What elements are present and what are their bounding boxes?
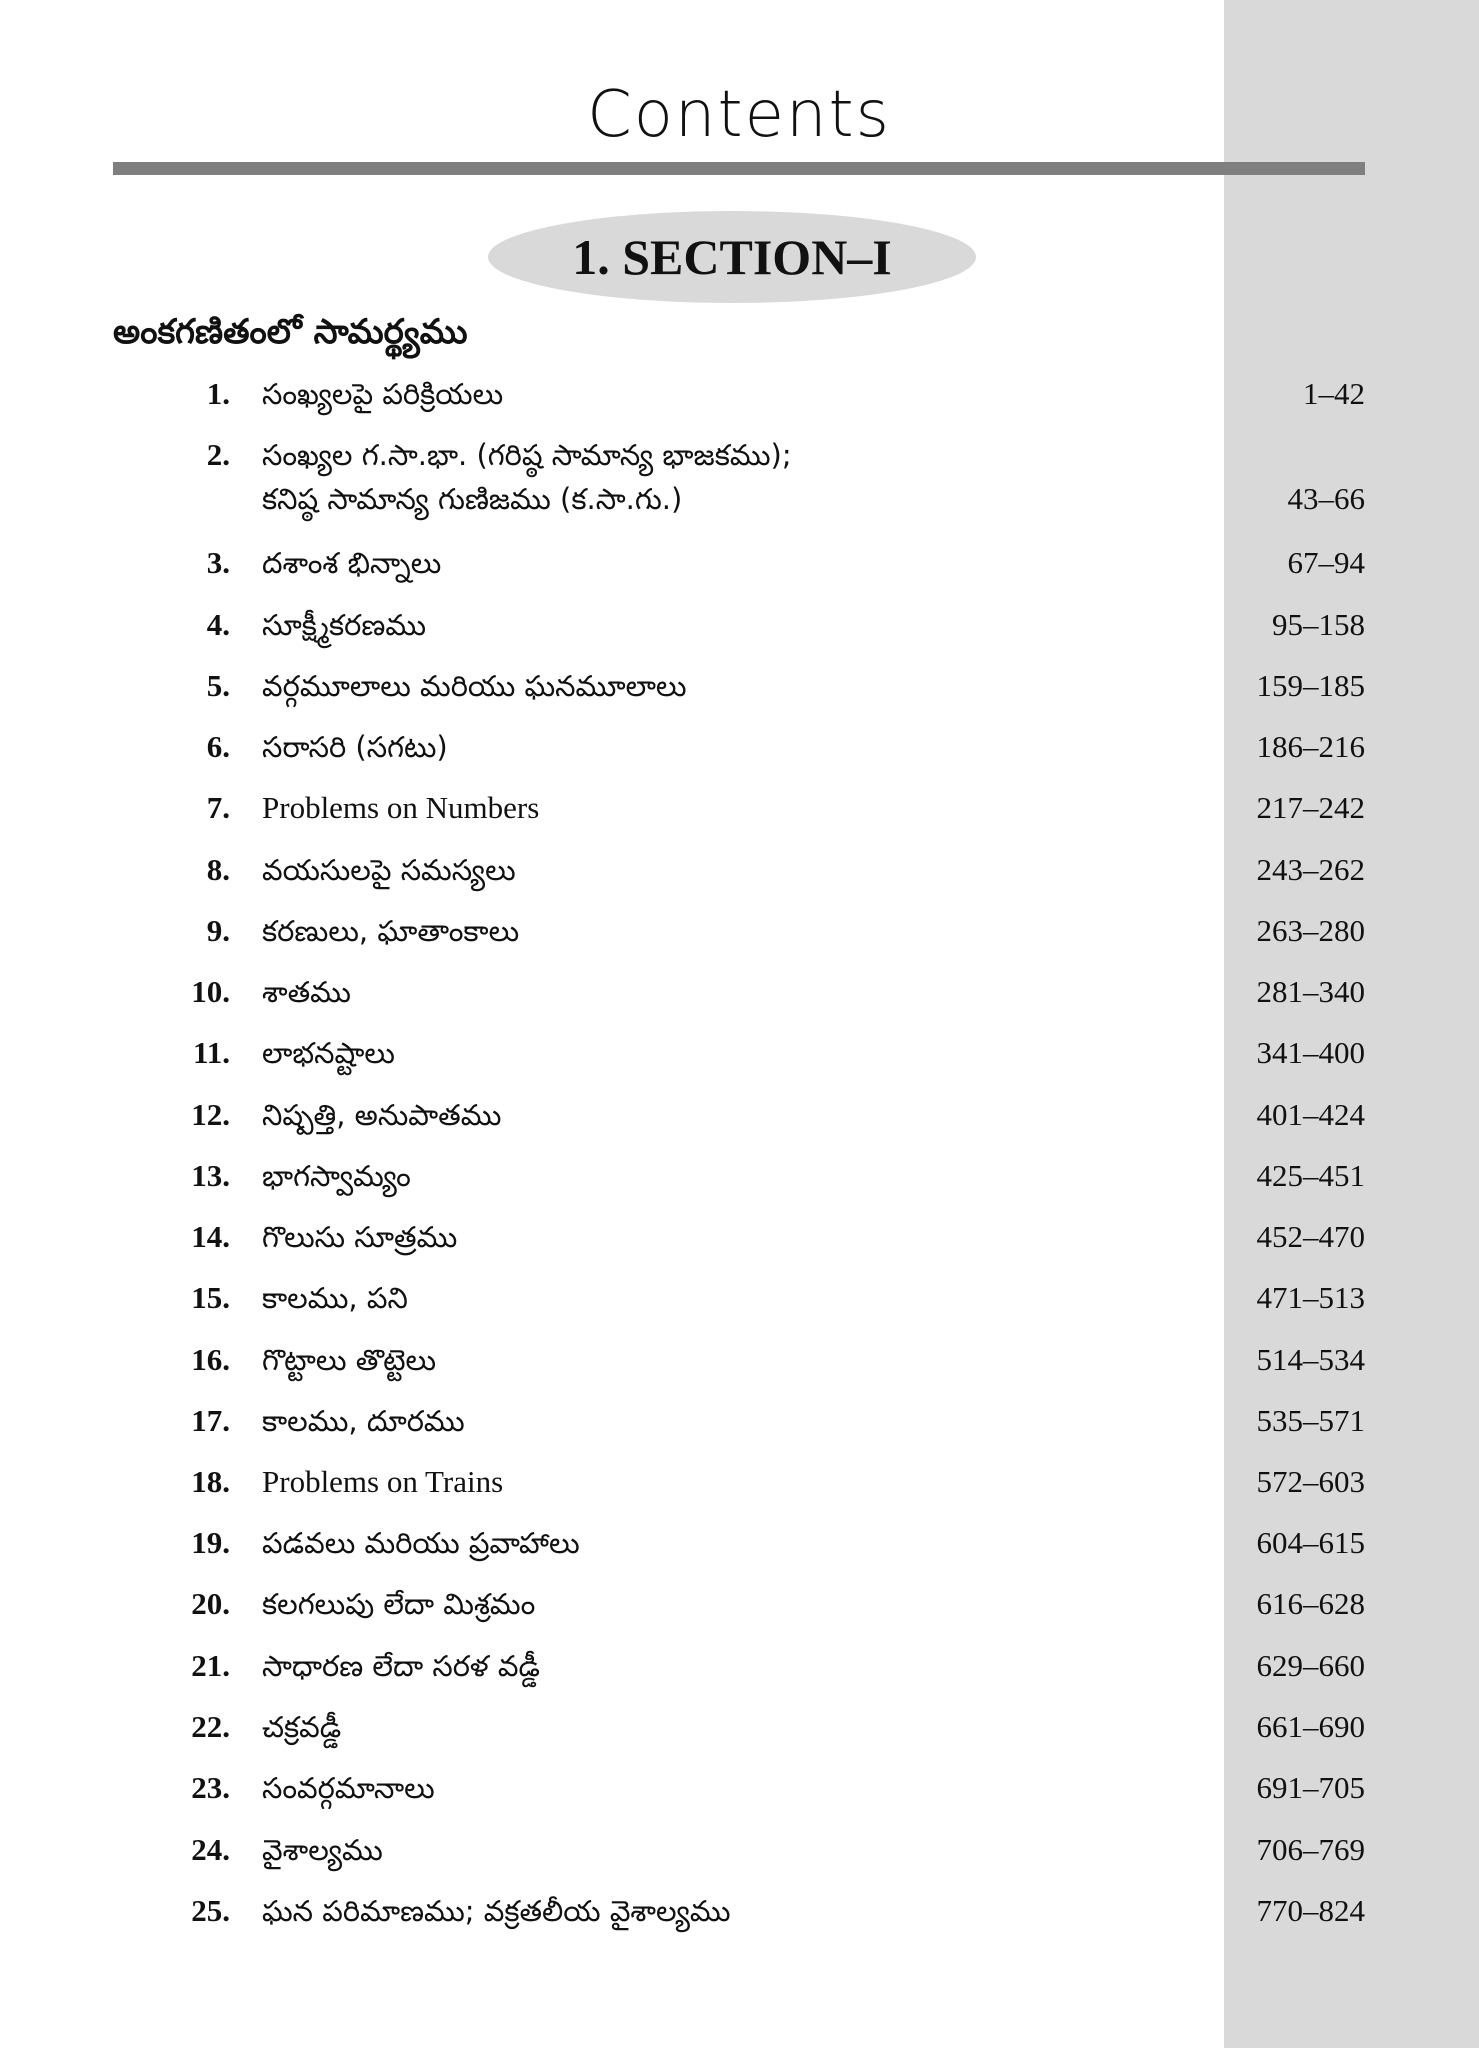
toc-entry-title-line: సంఖ్యల గ.సా.భా. (గరిష్ఠ సామాన్య భాజకము); [262, 438, 792, 472]
toc-entry-pages: 159–185 [1256, 668, 1365, 703]
toc-entry-title [262, 372, 1212, 416]
toc-entry-pages: 604–615 [1256, 1525, 1365, 1560]
toc-entry-pages: 1–42 [1303, 376, 1365, 411]
toc-entry-title [262, 541, 1212, 585]
toc-entry-number: 19. [191, 1525, 230, 1560]
toc-entry-title-line: వయసులపై సమస్యలు [262, 853, 516, 887]
toc-entry-title-line: సరాసరి (సగటు) [262, 730, 448, 764]
title-rule [113, 162, 1365, 175]
toc-entry-title-line: కరణులు, ఘాతాంకాలు [262, 914, 520, 948]
toc-entry-number: 15. [191, 1280, 230, 1315]
toc-entry-number: 22. [191, 1709, 230, 1744]
toc-entry-title-line: సంవర్గమానాలు [262, 1771, 435, 1805]
toc-entry-number: 2. [206, 437, 230, 472]
toc-entry-pages: 535–571 [1256, 1403, 1365, 1438]
toc-entry-pages: 629–660 [1256, 1648, 1365, 1683]
toc-entry-number: 5. [206, 668, 230, 703]
toc-entry-pages: 186–216 [1256, 729, 1365, 764]
toc-entry-title [262, 603, 1212, 647]
toc-entry-title [262, 1460, 1212, 1504]
toc-entry-number: 23. [191, 1770, 230, 1805]
toc-entry-pages: 572–603 [1256, 1464, 1365, 1499]
toc-entry-number: 3. [206, 545, 230, 580]
toc-entry-pages: 691–705 [1256, 1770, 1365, 1805]
toc-entry-title-line: కాలము, పని [262, 1281, 408, 1315]
toc-entry-pages: 43–66 [1287, 481, 1365, 516]
toc-entry-title [262, 725, 1212, 769]
toc-entry-title-line: నిష్పత్తి, అనుపాతము [262, 1098, 502, 1132]
toc-entry-number: 25. [191, 1893, 230, 1928]
toc-entry-title-line: గొలుసు సూత్రము [262, 1220, 458, 1254]
toc-entry-title [262, 970, 1212, 1014]
toc-entry-title [262, 1338, 1212, 1382]
toc-entry-pages: 341–400 [1256, 1035, 1365, 1070]
toc-entry-pages: 661–690 [1256, 1709, 1365, 1744]
toc-entry-number: 20. [191, 1586, 230, 1621]
toc-entry-number: 21. [191, 1648, 230, 1683]
toc-entry-pages: 67–94 [1287, 545, 1365, 580]
toc-entry-title-line: శాతము [262, 975, 351, 1009]
toc-entry-pages: 401–424 [1256, 1097, 1365, 1132]
toc-entry-number: 9. [206, 913, 230, 948]
page-title: Contents [587, 78, 891, 152]
toc-entry-number: 7. [206, 790, 230, 825]
toc-entry-title-line: సంఖ్యలపై పరిక్రియలు [262, 377, 504, 411]
toc-entry-title-line: కాలము, దూరము [262, 1404, 465, 1438]
toc-entry-title [262, 1766, 1212, 1810]
toc-entry-title [262, 433, 1212, 521]
toc-entry-title-line: భాగస్వామ్యం [262, 1159, 411, 1193]
toc-entry-title [262, 1276, 1212, 1320]
toc-entry-number: 8. [206, 852, 230, 887]
toc-entry-number: 4. [206, 607, 230, 642]
toc-entry-title [262, 1093, 1212, 1137]
group-heading: అంకగణితంలో సామర్థ్యము [113, 312, 468, 352]
toc-entry-pages: 217–242 [1256, 790, 1365, 825]
toc-entry-title [262, 1399, 1212, 1443]
toc-entry-pages: 616–628 [1256, 1586, 1365, 1621]
toc-entry-title-line: సాధారణ లేదా సరళ వడ్డీ [262, 1649, 540, 1683]
toc-entry-pages: 243–262 [1256, 852, 1365, 887]
toc-entry-number: 24. [191, 1832, 230, 1867]
toc-entry-title [262, 664, 1212, 708]
toc-entry-title [262, 1521, 1212, 1565]
toc-entry-title [262, 786, 1212, 830]
toc-entry-title-line: గొట్టాలు తొట్టెలు [262, 1343, 437, 1377]
toc-entry-title [262, 1705, 1212, 1749]
toc-entry-pages: 770–824 [1256, 1893, 1365, 1928]
toc-entry-title [262, 909, 1212, 953]
toc-entry-number: 11. [192, 1035, 230, 1070]
toc-entry-pages: 95–158 [1272, 607, 1365, 642]
toc-entry-pages: 281–340 [1256, 974, 1365, 1009]
toc-entry-pages: 706–769 [1256, 1832, 1365, 1867]
toc-entry-number: 17. [191, 1403, 230, 1438]
toc-entry-title-line: లాభనష్టాలు [262, 1036, 395, 1070]
toc-entry-title-line: వైశాల్యము [262, 1833, 383, 1867]
toc-entry-title [262, 1644, 1212, 1688]
toc-entry-title [262, 1215, 1212, 1259]
toc-entry-title-line: వర్గమూలాలు మరియు ఘనమూలాలు [262, 669, 687, 703]
toc-entry-title-line: కలగలుపు లేదా మిశ్రమం [262, 1587, 536, 1621]
toc-entry-pages: 425–451 [1256, 1158, 1365, 1193]
toc-entry-title [262, 1031, 1212, 1075]
toc-entry-number: 13. [191, 1158, 230, 1193]
toc-entry-number: 12. [191, 1097, 230, 1132]
toc-entry-pages: 452–470 [1256, 1219, 1365, 1254]
toc-entry-number: 18. [191, 1464, 230, 1499]
toc-entry-title-line: పడవలు మరియు ప్రవాహాలు [262, 1526, 580, 1560]
toc-entry-title [262, 1154, 1212, 1198]
toc-entry-title-line: దశాంశ భిన్నాలు [262, 546, 442, 580]
section-label: 1. SECTION–I [488, 211, 976, 303]
toc-entry-pages: 263–280 [1256, 913, 1365, 948]
toc-entry-number: 1. [206, 376, 230, 411]
toc-entry-title [262, 1582, 1212, 1626]
toc-entry-pages: 514–534 [1256, 1342, 1365, 1377]
toc-entry-title-line: Problems on Trains [262, 1464, 504, 1499]
toc-entry-number: 6. [206, 729, 230, 764]
toc-entry-title [262, 1828, 1212, 1872]
toc-entry-title-line: Problems on Numbers [262, 790, 540, 825]
toc-entry-title [262, 848, 1212, 892]
toc-entry-pages: 471–513 [1256, 1280, 1365, 1315]
toc-entry-title-line: సూక్ష్మీకరణము [262, 608, 427, 642]
toc-entry-title [262, 1889, 1212, 1933]
toc-entry-title-line: చక్రవడ్డీ [262, 1710, 342, 1744]
toc-entry-title-line: ఘన పరిమాణము; వక్రతలీయ వైశాల్యము [262, 1894, 731, 1928]
toc-entry-title-line: కనిష్ఠ సామాన్య గుణిజము (క.సా.గు.) [262, 482, 683, 516]
toc-entry-number: 16. [191, 1342, 230, 1377]
toc-entry-number: 10. [191, 974, 230, 1009]
toc-entry-number: 14. [191, 1219, 230, 1254]
